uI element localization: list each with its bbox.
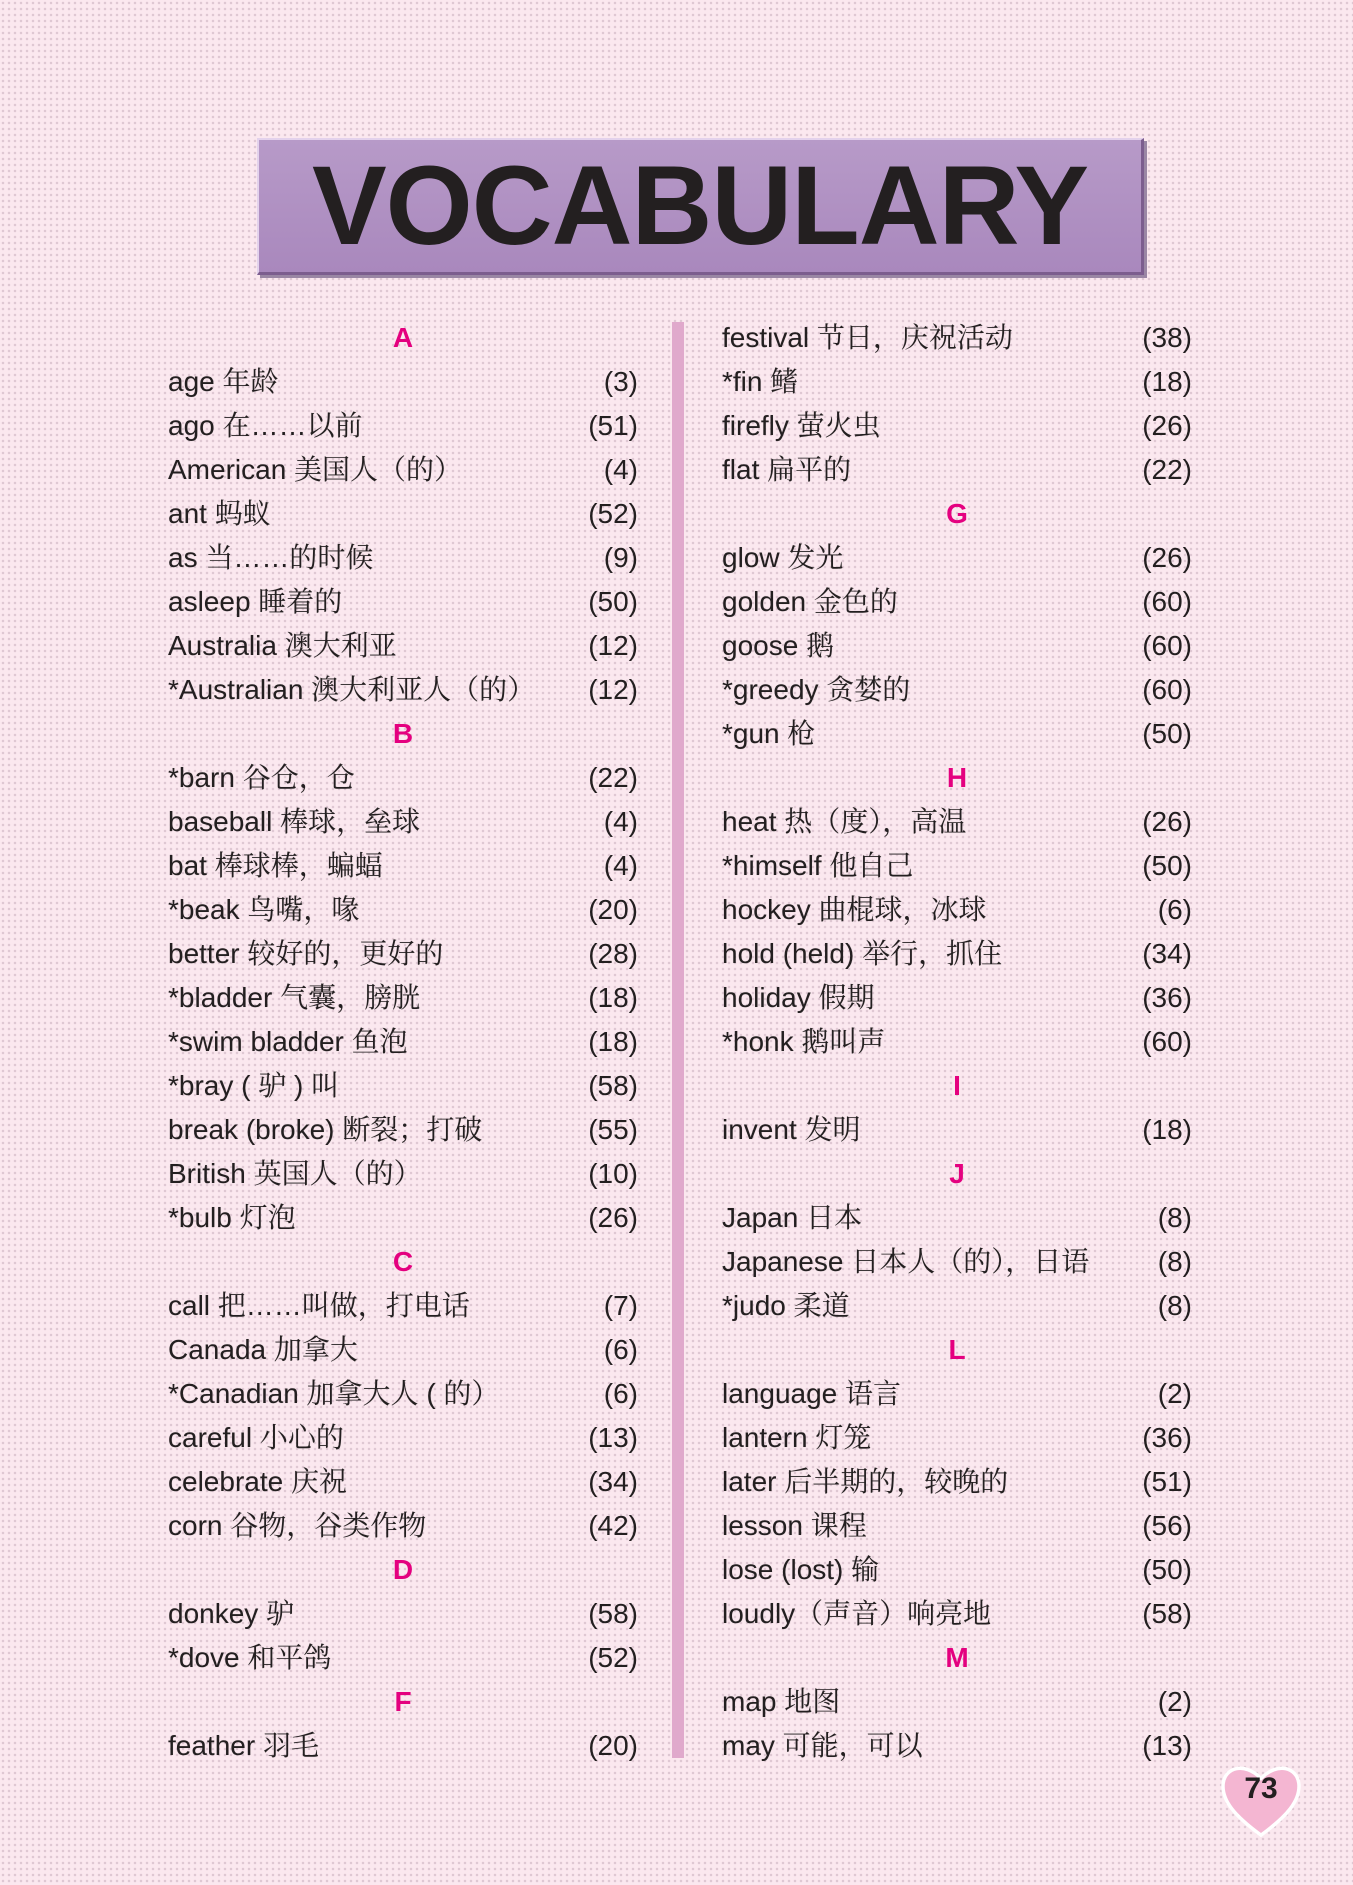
vocabulary-entry	[722, 448, 1192, 492]
vocabulary-entry	[168, 1108, 638, 1152]
vocabulary-entry	[168, 976, 638, 1020]
entry-page-ref: (2)	[1157, 1686, 1192, 1717]
section-letter: H	[946, 762, 968, 793]
entry-word: careful 小心的	[168, 1422, 344, 1453]
vocabulary-entry	[168, 932, 638, 976]
entry-word: Japan 日本	[722, 1202, 863, 1233]
entry-word: lose (lost) 输	[722, 1554, 880, 1585]
entry-page-ref: (34)	[588, 1466, 638, 1497]
entry-word: language 语言	[722, 1378, 902, 1409]
entry-word: later 后半期的，较晚的	[722, 1466, 1009, 1497]
entry-word: British 英国人（的）	[168, 1158, 422, 1189]
section-letter: J	[949, 1158, 965, 1189]
entry-page-ref: (18)	[1142, 366, 1192, 397]
entry-word: corn 谷物，谷类作物	[168, 1510, 427, 1541]
entry-page-ref: (56)	[1142, 1510, 1192, 1541]
entry-page-ref: (13)	[588, 1422, 638, 1453]
entry-page-ref: (50)	[1142, 718, 1192, 749]
entry-word: *Canadian 加拿大人 ( 的）	[168, 1378, 500, 1409]
entry-page-ref: (26)	[588, 1202, 638, 1233]
entry-word: better 较好的，更好的	[168, 938, 444, 969]
vocabulary-entry	[168, 1020, 638, 1064]
entry-word: festival 节日，庆祝活动	[722, 322, 1013, 353]
entry-word: hockey 曲棍球，冰球	[722, 894, 987, 925]
vocabulary-entry	[722, 1724, 1192, 1768]
entry-page-ref: (2)	[1157, 1378, 1192, 1409]
entry-word: heat 热（度），高温	[722, 806, 967, 837]
entry-page-ref: (8)	[1157, 1290, 1192, 1321]
entry-page-ref: (28)	[588, 938, 638, 969]
section-letter: A	[392, 322, 414, 353]
entry-page-ref: (60)	[1142, 1026, 1192, 1057]
vocabulary-entry	[722, 536, 1192, 580]
page-title: VOCABULARY	[311, 143, 1089, 268]
vocabulary-entry	[168, 536, 638, 580]
section-letter: I	[953, 1070, 961, 1101]
entry-word: *bulb 灯泡	[168, 1202, 296, 1233]
vocabulary-entry	[722, 404, 1192, 448]
vocabulary-entry	[722, 316, 1192, 360]
entry-word: holiday 假期	[722, 982, 875, 1013]
entry-word: Australia 澳大利亚	[168, 630, 397, 661]
vocabulary-entry	[722, 360, 1192, 404]
vocabulary-entry	[722, 1460, 1192, 1504]
entry-word: *judo 柔道	[722, 1290, 850, 1321]
entry-page-ref: (58)	[588, 1070, 638, 1101]
entry-page-ref: (60)	[1142, 630, 1192, 661]
entry-word: lesson 课程	[722, 1510, 867, 1541]
vocabulary-entry	[722, 712, 1192, 756]
entry-word: *bray ( 驴 ) 叫	[168, 1070, 340, 1101]
entry-page-ref: (4)	[603, 806, 638, 837]
entry-page-ref: (51)	[588, 410, 638, 441]
entry-word: call 把……叫做，打电话	[168, 1290, 470, 1321]
page-number: 73	[1244, 1772, 1278, 1805]
entry-page-ref: (9)	[603, 542, 638, 573]
entry-page-ref: (26)	[1142, 806, 1192, 837]
entry-page-ref: (12)	[588, 630, 638, 661]
entry-page-ref: (4)	[603, 454, 638, 485]
vocabulary-entry	[722, 1504, 1192, 1548]
vocabulary-entry	[722, 624, 1192, 668]
vocabulary-entry	[168, 404, 638, 448]
entry-page-ref: (6)	[603, 1378, 638, 1409]
entry-page-ref: (13)	[1142, 1730, 1192, 1761]
entry-page-ref: (8)	[1157, 1202, 1192, 1233]
entry-page-ref: (8)	[1157, 1246, 1192, 1277]
entry-word: golden 金色的	[722, 586, 898, 617]
entry-word: ago 在……以前	[168, 410, 363, 441]
vocabulary-entry	[168, 844, 638, 888]
entry-word: break (broke) 断裂；打破	[168, 1114, 483, 1145]
entry-page-ref: (50)	[588, 586, 638, 617]
entry-page-ref: (4)	[603, 850, 638, 881]
entry-page-ref: (51)	[1142, 1466, 1192, 1497]
entry-page-ref: (52)	[588, 498, 638, 529]
entry-page-ref: (18)	[1142, 1114, 1192, 1145]
entry-page-ref: (34)	[1142, 938, 1192, 969]
entry-page-ref: (52)	[588, 1642, 638, 1673]
vocabulary-entry	[722, 1196, 1192, 1240]
entry-page-ref: (3)	[603, 366, 638, 397]
vocabulary-entry	[722, 1592, 1192, 1636]
entry-page-ref: (60)	[1142, 586, 1192, 617]
entry-page-ref: (7)	[603, 1290, 638, 1321]
section-letter: C	[392, 1246, 414, 1277]
entry-page-ref: (12)	[588, 674, 638, 705]
vocabulary-column-right	[722, 316, 1192, 1768]
entry-word: *honk 鹅叫声	[722, 1026, 886, 1057]
section-letter: B	[392, 718, 414, 749]
entry-word: *fin 鳍	[722, 366, 799, 397]
entry-word: *dove 和平鸽	[168, 1642, 332, 1673]
vocabulary-entry	[168, 888, 638, 932]
vocabulary-entry	[168, 1064, 638, 1108]
vocabulary-column-left	[168, 316, 638, 1768]
entry-page-ref: (36)	[1142, 1422, 1192, 1453]
vocabulary-entry	[722, 1680, 1192, 1724]
entry-page-ref: (36)	[1142, 982, 1192, 1013]
entry-word: may 可能，可以	[722, 1730, 923, 1761]
entry-word: firefly 萤火虫	[722, 410, 881, 441]
vocabulary-entry	[722, 1240, 1192, 1284]
entry-word: glow 发光	[722, 542, 844, 573]
vocabulary-entry	[168, 1284, 638, 1328]
vocabulary-entry	[722, 844, 1192, 888]
entry-page-ref: (38)	[1142, 322, 1192, 353]
vocabulary-entry	[722, 1372, 1192, 1416]
vocabulary-entry	[168, 580, 638, 624]
entry-page-ref: (26)	[1142, 542, 1192, 573]
entry-word: celebrate 庆祝	[168, 1466, 347, 1497]
entry-word: Canada 加拿大	[168, 1334, 358, 1365]
section-letter: L	[948, 1334, 966, 1365]
vocabulary-entry	[168, 448, 638, 492]
entry-word: American 美国人（的）	[168, 454, 463, 485]
entry-word: Japanese 日本人（的），日语	[722, 1246, 1090, 1277]
vocabulary-entry	[722, 1548, 1192, 1592]
entry-word: age 年龄	[168, 366, 279, 397]
vocabulary-entry	[168, 1196, 638, 1240]
entry-page-ref: (58)	[588, 1598, 638, 1629]
entry-word: hold (held) 举行，抓住	[722, 938, 1003, 969]
vocabulary-entry	[168, 1152, 638, 1196]
vocabulary-entry	[168, 800, 638, 844]
vocabulary-entry	[168, 1328, 638, 1372]
entry-word: goose 鹅	[722, 630, 835, 661]
vocabulary-entry	[722, 580, 1192, 624]
entry-word: asleep 睡着的	[168, 586, 343, 617]
entry-page-ref: (50)	[1142, 1554, 1192, 1585]
vocabulary-entry	[722, 888, 1192, 932]
entry-word: loudly（声音）响亮地	[722, 1598, 992, 1629]
entry-word: as 当……的时候	[168, 542, 374, 573]
entry-page-ref: (10)	[588, 1158, 638, 1189]
entry-page-ref: (6)	[1157, 894, 1192, 925]
entry-page-ref: (50)	[1142, 850, 1192, 881]
vocabulary-entry	[168, 1724, 638, 1768]
vocabulary-entry	[168, 1504, 638, 1548]
entry-page-ref: (6)	[603, 1334, 638, 1365]
entry-word: ant 蚂蚁	[168, 498, 271, 529]
section-letter: F	[394, 1686, 412, 1717]
vocabulary-entry	[168, 756, 638, 800]
entry-page-ref: (58)	[1142, 1598, 1192, 1629]
vocabulary-entry	[168, 1636, 638, 1680]
title-banner	[257, 138, 1144, 275]
entry-word: *barn 谷仓，仓	[168, 762, 355, 793]
vocabulary-entry	[722, 800, 1192, 844]
vocabulary-entry	[722, 976, 1192, 1020]
entry-word: invent 发明	[722, 1114, 861, 1145]
vocabulary-entry	[168, 1416, 638, 1460]
vocabulary-entry	[722, 1108, 1192, 1152]
entry-word: map 地图	[722, 1686, 841, 1717]
section-letter: D	[392, 1554, 414, 1585]
entry-word: flat 扁平的	[722, 454, 852, 485]
vocabulary-entry	[168, 624, 638, 668]
entry-word: donkey 驴	[168, 1598, 295, 1629]
vocabulary-entry	[168, 1460, 638, 1504]
vocabulary-entry	[722, 1020, 1192, 1064]
entry-page-ref: (22)	[588, 762, 638, 793]
entry-word: *himself 他自己	[722, 850, 914, 881]
entry-word: feather 羽毛	[168, 1730, 319, 1761]
section-letter: G	[946, 498, 968, 529]
entry-word: baseball 棒球，垒球	[168, 806, 421, 837]
entry-page-ref: (42)	[588, 1510, 638, 1541]
entry-page-ref: (20)	[588, 894, 638, 925]
vocabulary-entry	[722, 668, 1192, 712]
entry-page-ref: (20)	[588, 1730, 638, 1761]
entry-word: bat 棒球棒，蝙蝠	[168, 850, 383, 881]
vocabulary-entry	[168, 360, 638, 404]
vocabulary-entry	[168, 668, 638, 712]
vocabulary-entry	[168, 492, 638, 536]
entry-page-ref: (60)	[1142, 674, 1192, 705]
section-letter: M	[945, 1642, 969, 1673]
entry-word: lantern 灯笼	[722, 1422, 872, 1453]
entry-page-ref: (18)	[588, 982, 638, 1013]
vocabulary-entry	[722, 1416, 1192, 1460]
entry-word: *beak 鸟嘴，喙	[168, 894, 360, 925]
entry-page-ref: (26)	[1142, 410, 1192, 441]
vocabulary-entry	[168, 1592, 638, 1636]
entry-word: *Australian 澳大利亚人（的）	[168, 674, 536, 705]
vocabulary-entry	[168, 1372, 638, 1416]
entry-word: *gun 枪	[722, 718, 816, 749]
entry-word: *swim bladder 鱼泡	[168, 1026, 408, 1057]
entry-word: *bladder 气囊，膀胱	[168, 982, 421, 1013]
entry-page-ref: (18)	[588, 1026, 638, 1057]
vocabulary-entry	[722, 1284, 1192, 1328]
entry-page-ref: (22)	[1142, 454, 1192, 485]
entry-word: *greedy 贪婪的	[722, 674, 911, 705]
column-divider	[672, 322, 684, 1758]
entry-page-ref: (55)	[588, 1114, 638, 1145]
vocabulary-entry	[722, 932, 1192, 976]
